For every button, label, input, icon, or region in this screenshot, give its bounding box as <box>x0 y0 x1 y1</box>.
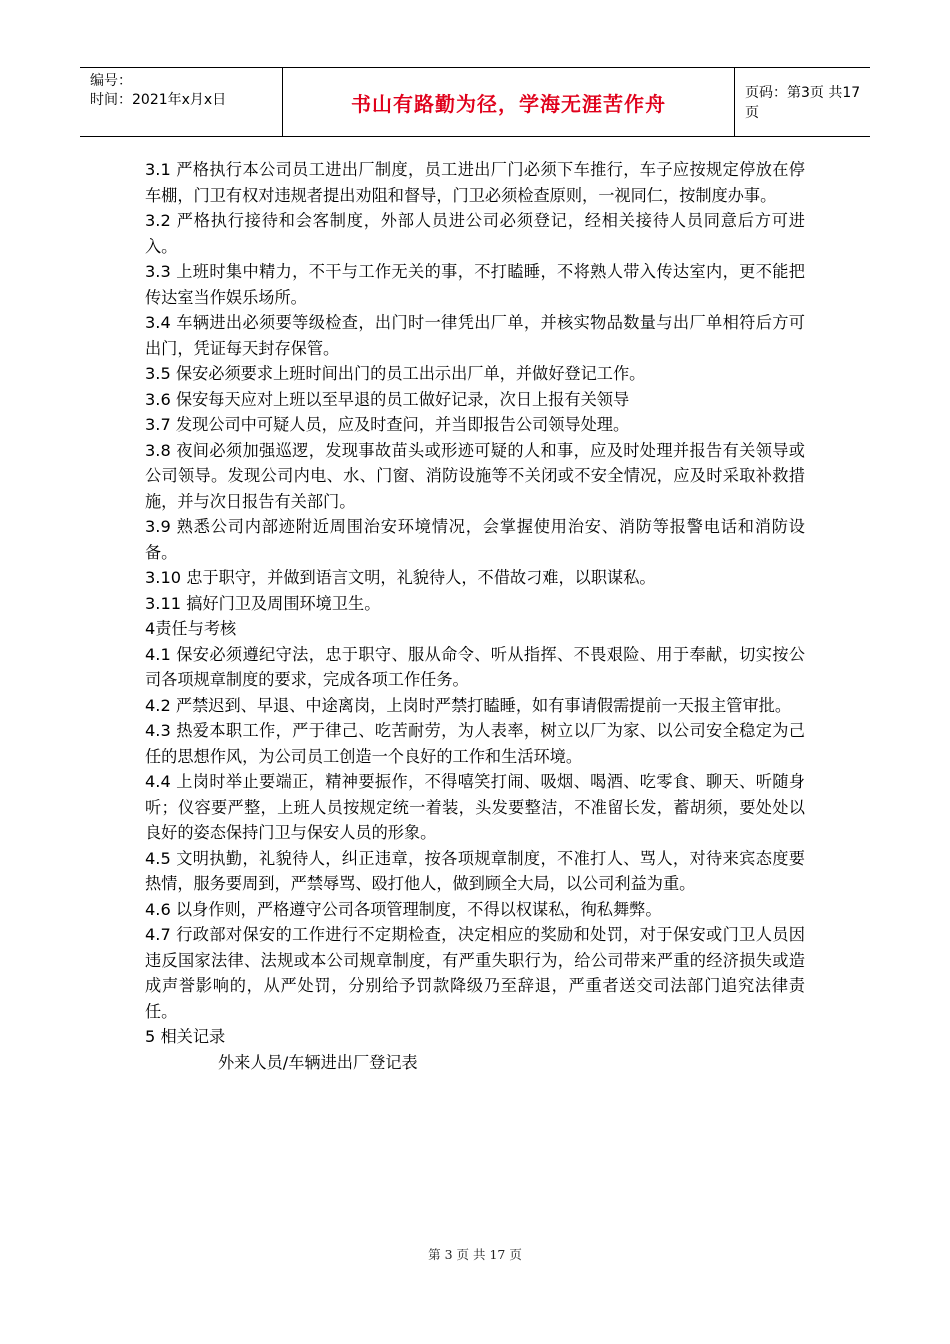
clause-3-6: 3.6 保安每天应对上班以至早退的员工做好记录，次日上报有关领导 <box>145 389 630 409</box>
clause-4-1: 4.1 保安必须遵纪守法，忠于职守、服从命令、听从指挥、不畏艰险、用于奉献，切实按公司各项规章制度的要求，完成各项工作任务。 <box>145 644 805 689</box>
clause-3-1: 3.1 严格执行本公司员工进出厂制度，员工进出厂门必须下车推行，车子应按规定停放在停车棚，门卫有权对违规者提出劝阻和督导，门卫必须检查原则，一视同仁，按制度办事。 <box>145 160 805 205</box>
clause-4-7: 4.7 行政部对保安的工作进行不定期检查，决定相应的奖励和处罚，对于保安或门卫人员因违反国家法律、法规或本公司规章制度，有严重失职行为，给公司带来严重的经济损失或造成声誉影响的，从严处罚，分别给予罚款降级乃至辞退，严重者送交司法部门追究法律责任。 <box>145 925 805 1021</box>
clause-3-9: 3.9 熟悉公司内部迹附近周围治安环境情况，会掌握使用治安、消防等报警电话和消防设备。 <box>145 517 805 562</box>
section-heading-5: 5 相关记录 <box>145 1027 226 1046</box>
clause-4-2: 4.2 严禁迟到、早退、中途离岗，上岗时严禁打瞌睡，如有事请假需提前一天报主管审批。 <box>145 695 792 715</box>
clause-3-4: 3.4 车辆进出必须要等级检查，出门时一律凭出厂单，并核实物品数量与出厂单相符后方可出门，凭证每天封存保管。 <box>145 313 805 358</box>
clause-3-7: 3.7 发现公司中可疑人员，应及时查问，并当即报告公司领导处理。 <box>145 415 630 434</box>
clause-3-3: 3.3 上班时集中精力，不干与工作无关的事，不打瞌睡，不将熟人带入传达室内，更不能把传达室当作娱乐场所。 <box>145 262 805 307</box>
clause-3-2: 3.2 严格执行接待和会客制度，外部人员进公司必须登记，经相关接待人员同意后方可进入。 <box>145 211 805 256</box>
header-page-number: 页码：第3页 共17页 <box>745 85 861 121</box>
document-date: 时间：2021年x月x日 <box>90 92 227 108</box>
clause-3-10: 3.10 忠于职守，并做到语言文明，礼貌待人，不借故刁难，以职谋私。 <box>145 568 656 587</box>
document-body <box>145 157 805 1075</box>
clause-4-6: 4.6 以身作则，严格遵守公司各项管理制度，不得以权谋私，徇私舞弊。 <box>145 899 662 919</box>
header-motto: 书山有路勤为径，学海无涯苦作舟 <box>283 68 735 136</box>
header-meta <box>80 68 283 136</box>
clause-4-5: 4.5 文明执勤，礼貌待人，纠正违章，按各项规章制度，不准打人、骂人，对待来宾态度要热情，服务要周到，严禁辱骂、殴打他人，做到顾全大局，以公司利益为重。 <box>145 848 805 893</box>
clause-3-5: 3.5 保安必须要求上班时间出门的员工出示出厂单，并做好登记工作。 <box>145 364 646 383</box>
document-number: 编号： <box>90 73 132 89</box>
section-heading-4: 4责任与考核 <box>145 619 237 638</box>
clause-3-11: 3.11 搞好门卫及周围环境卫生。 <box>145 593 381 613</box>
clause-3-8: 3.8 夜间必须加强巡逻，发现事故苗头或形迹可疑的人和事，应及时处理并报告有关领导或公司领导。发现公司内电、水、门窗、消防设施等不关闭或不安全情况，应及时采取补救措施，并与次日报告有关部门。 <box>145 440 805 511</box>
record-form-title: 外来人员/车辆进出厂登记表 <box>218 1052 418 1072</box>
page-header <box>80 67 870 137</box>
clause-4-3: 4.3 热爱本职工作，严于律己、吃苦耐劳，为人表率，树立以厂为家、以公司安全稳定为己任的思想作风，为公司员工创造一个良好的工作和生活环境。 <box>145 721 805 766</box>
page-footer: 第 3 页 共 17 页 <box>428 1247 522 1262</box>
clause-4-4: 4.4 上岗时举止要端正，精神要振作，不得嘻笑打闹、吸烟、喝酒、吃零食、聊天、听随身听；仪容要严整，上班人员按规定统一着装，头发要整洁，不准留长发，蓄胡须，要处处以良好的姿态保持门卫与保安人员的形象。 <box>145 772 805 842</box>
